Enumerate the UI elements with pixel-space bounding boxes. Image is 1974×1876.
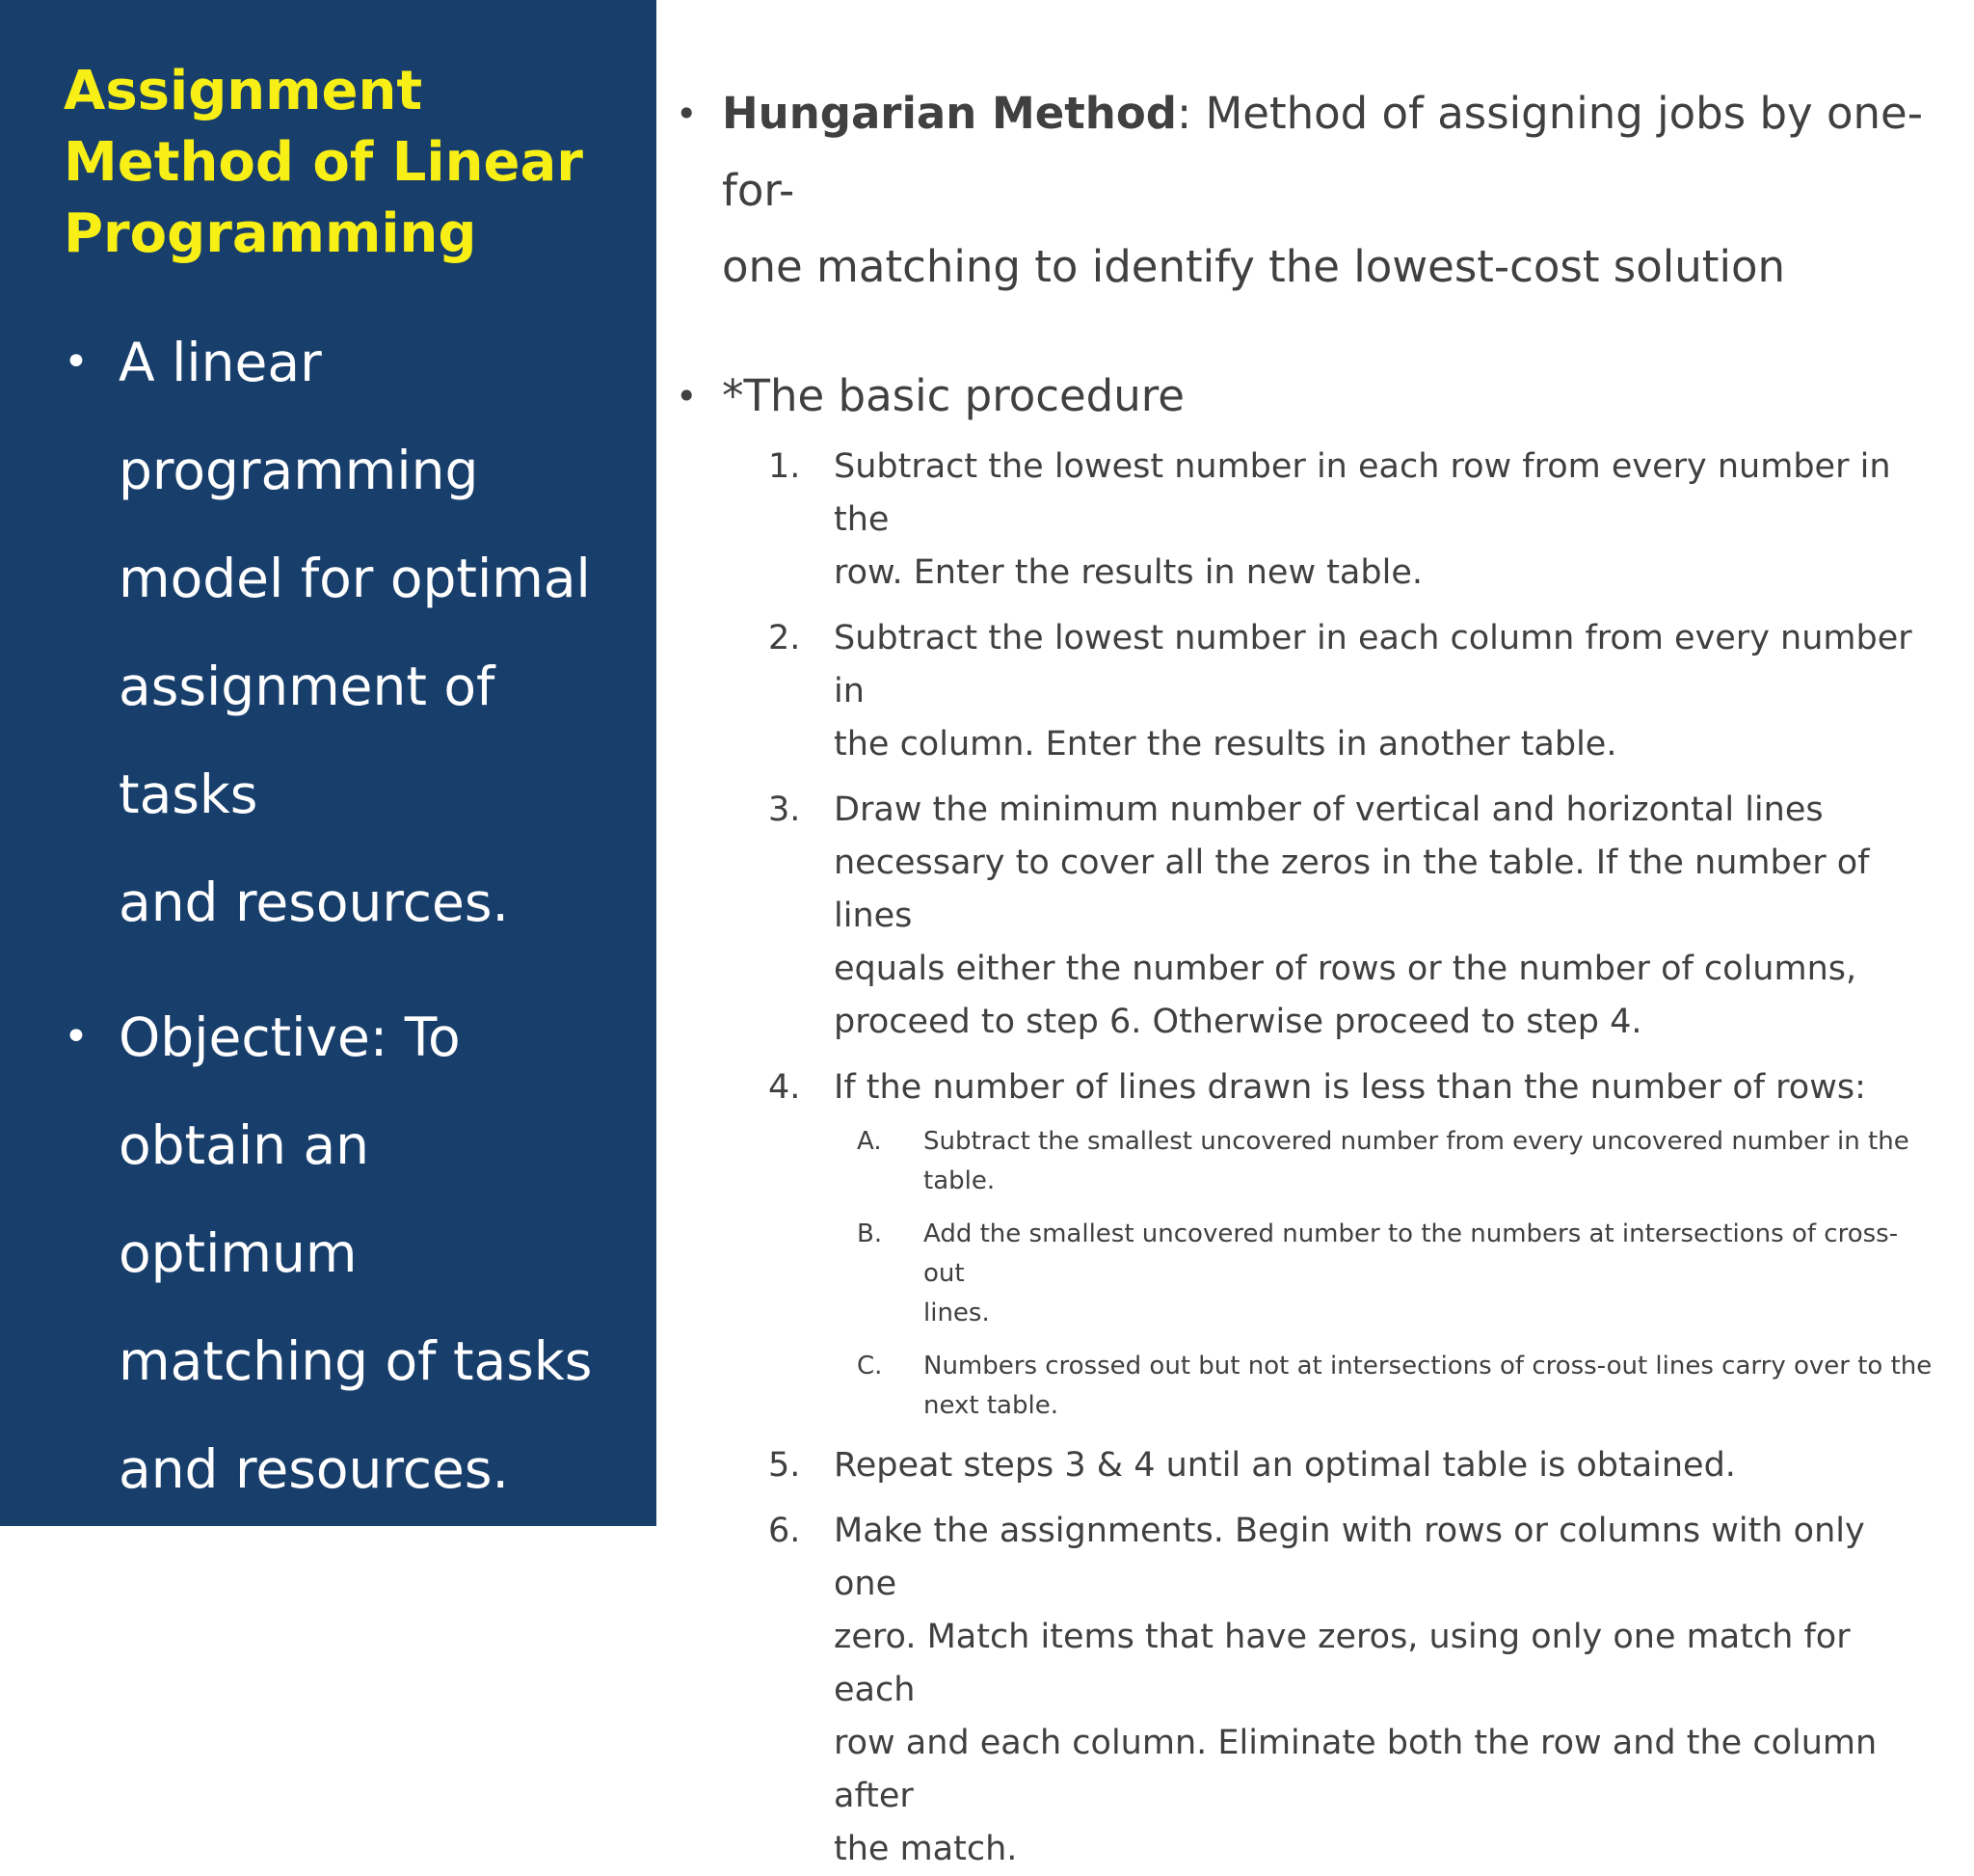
sidebar-panel: [0, 0, 656, 1526]
step-line: proceed to step 6. Otherwise proceed to step 4.: [834, 1003, 1642, 1041]
sidebar-bullet-list: [64, 308, 618, 1523]
bullet-line: programming: [119, 440, 479, 501]
content-panel: [656, 0, 1974, 1868]
procedure-bullet: [656, 358, 1935, 1876]
bullet-dot-icon: •: [676, 375, 698, 417]
step-item: [722, 1439, 1935, 1492]
step-line: Draw the minimum number of vertical and horizontal lines: [834, 791, 1824, 829]
substep-item: [834, 1122, 1935, 1201]
substep-line: next table.: [923, 1391, 1058, 1420]
step-line: necessary to cover all the zeros in the table. If the number of lines: [834, 844, 1870, 935]
hungarian-definition-start: : Method of assigning jobs by one-for-: [722, 88, 1923, 216]
procedure-steps: [722, 441, 1935, 1876]
substep-letter: C.: [857, 1352, 883, 1380]
substep-line: Numbers crossed out but not at intersections of cross-out lines carry over to the: [923, 1352, 1933, 1380]
substep-letter: A.: [857, 1127, 882, 1156]
step-line: Subtract the lowest number in each column from every number in: [834, 619, 1912, 710]
step-number: 6.: [768, 1512, 801, 1550]
bullet-line: Objective: To: [119, 1006, 461, 1068]
substep-letter: B.: [857, 1219, 883, 1248]
step-line: If the number of lines drawn is less than the number of rows:: [834, 1068, 1866, 1107]
step-number: 4.: [768, 1068, 801, 1107]
sidebar-bullet-definition: [64, 308, 618, 956]
content-bullet-list: [656, 75, 1935, 1876]
hungarian-line-1: [722, 75, 1935, 229]
bullet-line: and resources.: [119, 871, 509, 933]
substep-item: [834, 1347, 1935, 1426]
substep-line: table.: [923, 1166, 996, 1195]
step-item: [722, 612, 1935, 771]
title-line: Method of Linear: [64, 131, 583, 194]
step-line: the column. Enter the results in another table.: [834, 725, 1617, 764]
procedure-heading: *The basic procedure: [722, 370, 1185, 421]
bullet-line: model for optimal: [119, 548, 591, 609]
step-line: Repeat steps 3 & 4 until an optimal table is obtained.: [834, 1446, 1736, 1485]
hungarian-method-bullet: [656, 75, 1935, 319]
hungarian-term: Hungarian Method: [722, 88, 1177, 139]
bullet-line: A linear: [119, 332, 322, 393]
bullet-line: matching of tasks: [119, 1330, 593, 1392]
step-number: 2.: [768, 619, 801, 657]
step-4-substeps: [834, 1122, 1935, 1426]
step-line: the match.: [834, 1830, 1018, 1868]
step-number: 5.: [768, 1446, 801, 1485]
bullet-dot-icon: •: [64, 337, 89, 387]
bullet-line: assignment of tasks: [119, 656, 495, 825]
bullet-dot-icon: •: [676, 93, 698, 135]
substep-line: Add the smallest uncovered number to the numbers at intersections of cross-out: [923, 1219, 1899, 1288]
substep-line: Subtract the smallest uncovered number from every uncovered number in the: [923, 1127, 1909, 1156]
hungarian-line-2: one matching to identify the lowest-cost solution: [722, 241, 1786, 292]
substep-item: [834, 1215, 1935, 1333]
step-line: Subtract the lowest number in each row from every number in the: [834, 447, 1891, 539]
step-item: [722, 1505, 1935, 1876]
bullet-line: obtain an optimum: [119, 1114, 370, 1284]
bullet-dot-icon: •: [64, 1012, 89, 1061]
substep-line: lines.: [923, 1299, 990, 1327]
title-line: Assignment: [64, 60, 423, 122]
step-item: [722, 784, 1935, 1049]
step-item: [722, 441, 1935, 600]
step-line: zero. Match items that have zeros, using only one match for each: [834, 1618, 1851, 1709]
step-number: 1.: [768, 447, 801, 486]
step-item: [722, 1061, 1935, 1426]
step-number: 3.: [768, 791, 801, 829]
step-line: row and each column. Eliminate both the row and the column after: [834, 1724, 1878, 1815]
sidebar-bullet-objective: [64, 983, 618, 1523]
bullet-line: and resources.: [119, 1438, 509, 1500]
step-line: equals either the number of rows or the number of columns,: [834, 950, 1857, 988]
step-line: row. Enter the results in new table.: [834, 553, 1423, 592]
title-line: Programming: [64, 202, 477, 265]
slide-title: [64, 56, 618, 270]
step-line: Make the assignments. Begin with rows or columns with only one: [834, 1512, 1865, 1603]
